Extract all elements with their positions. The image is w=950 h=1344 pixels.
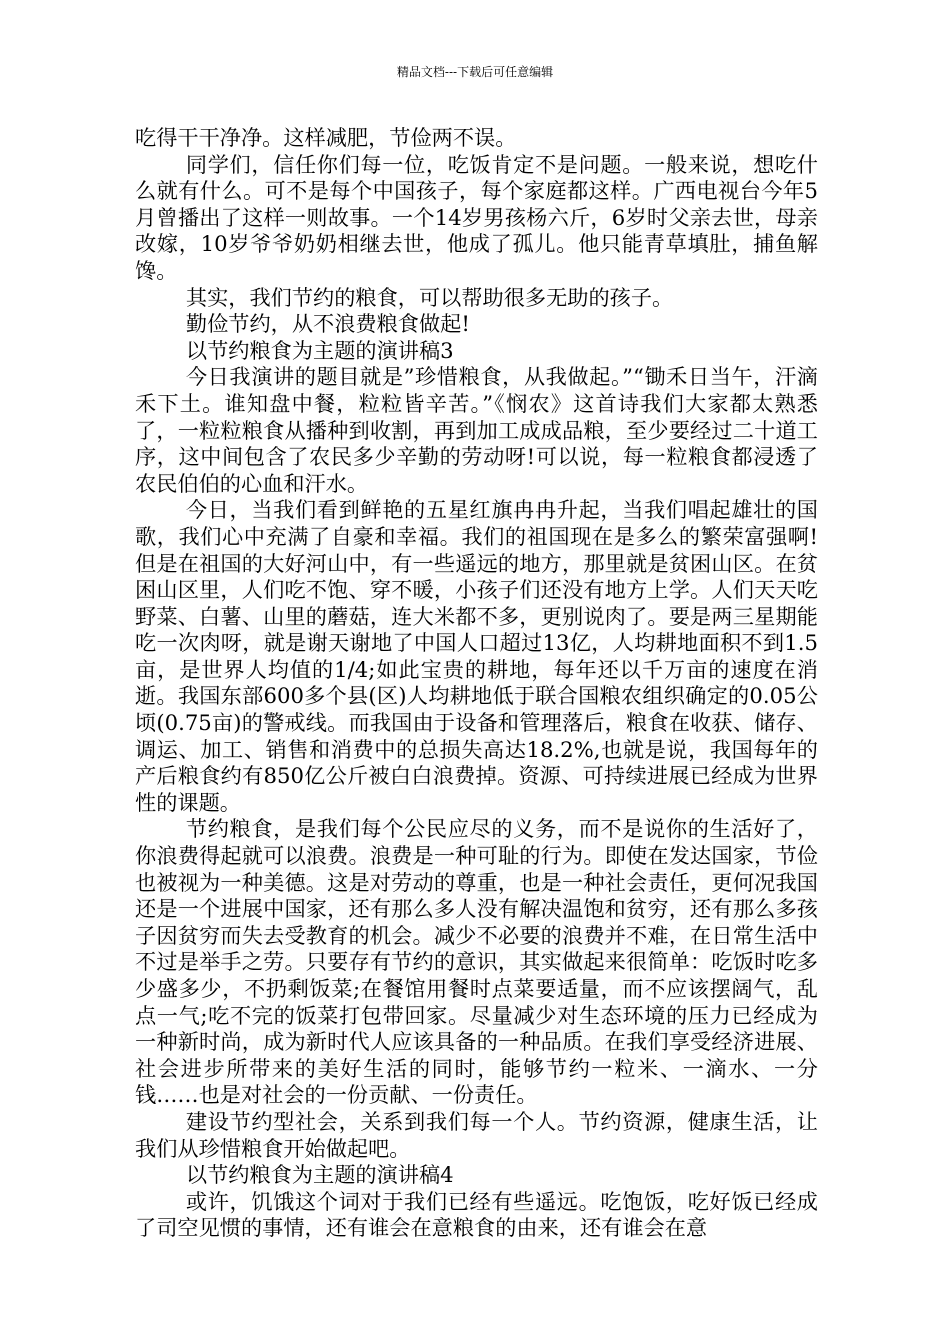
page-header: 精品文档---下载后可任意编辑 (396, 65, 554, 79)
paragraph: 建设节约型社会，关系到我们每一个人。节约资源，健康生活，让我们从珍惜粮食开始做起吧。 (135, 1108, 818, 1161)
document-body (135, 125, 818, 1242)
paragraph: 今日，当我们看到鲜艳的五星红旗冉冉升起，当我们唱起雄壮的国歌，我们心中充满了自豪和幸福。我们的祖国现在是多么的繁荣富强啊!但是在祖国的大好河山中，有一些遥远的地方，那里就是贫困山区。在贫困山区里，人们吃不饱、穿不暖，小孩子们还没有地方上学。人们天天吃野菜、白薯、山里的蘑菇，连大米都不多，更别说肉了。要是两三星期能吃一次肉呀，就是谢天谢地了中国人口超过13亿，人均耕地面积不到1.5亩，是世界人均值的1/4;如此宝贵的耕地，每年还以千万亩的速度在消逝。我国东部600多个县(区)人均耕地低于联合国粮农组织确定的0.05公顷(0.75亩)的警戒线。而我国由于设备和管理落后，粮食在收获、储存、调运、加工、销售和消费中的总损失高达18.2%,也就是说，我国每年的产后粮食约有850亿公斤被白白浪费掉。资源、可持续进展已经成为世界性的课题。 (135, 497, 818, 815)
paragraph: 勤俭节约，从不浪费粮食做起! (185, 311, 470, 337)
paragraph: 其实，我们节约的粮食，可以帮助很多无助的孩子。 (185, 284, 674, 310)
section-heading: 以节约粮食为主题的演讲稿3 (185, 337, 454, 363)
paragraph: 或许，饥饿这个词对于我们已经有些遥远。吃饱饭，吃好饭已经成了司空见惯的事情，还有谁会在意粮食的由来，还有谁会在意 (135, 1188, 818, 1241)
section-heading: 以节约粮食为主题的演讲稿4 (185, 1162, 454, 1188)
paragraph: 节约粮食，是我们每个公民应尽的义务，而不是说你的生活好了，你浪费得起就可以浪费。浪费是一种可耻的行为。即使在发达国家，节俭也被视为一种美德。这是对劳动的尊重，也是一种社会责任，更何况我国还是一个进展中国家，还有那么多人没有解决温饱和贫穷，还有那么多孩子因贫穷而失去受教育的机会。减少不必要的浪费并不难，在日常生活中不过是举手之劳。只要存有节约的意识，其实做起来很简单：吃饭时吃多少盛多少，不扔剩饭菜;在餐馆用餐时点菜要适量，而不应该摆阔气，乱点一气;吃不完的饭菜打包带回家。尽量减少对生态环境的压力已经成为一种新时尚，成为新时代人应该具备的一种品质。在我们享受经济进展、社会进步所带来的美好生活的同时，能够节约一粒米、一滴水、一分钱……也是对社会的一份贡献、一份责任。 (135, 816, 818, 1108)
paragraph: 同学们，信任你们每一位，吃饭肯定不是问题。一般来说，想吃什么就有什么。可不是每个中国孩子，每个家庭都这样。广西电视台今年5月曾播出了这样一则故事。一个14岁男孩杨六斤，6岁时父亲去世，母亲改嫁，10岁爷爷奶奶相继去世，他成了孤儿。他只能青草填肚，捕鱼解馋。 (135, 151, 818, 283)
paragraph: 今日我演讲的题目就是”珍惜粮食，从我做起。”“锄禾日当午，汗滴禾下土。谁知盘中餐，粒粒皆辛苦。”《悯农》这首诗我们大家都太熟悉了，一粒粒粮食从播种到收割，再到加工成成品粮，至少要经过二十道工序，这中间包含了农民多少辛勤的劳动呀!可以说，每一粒粮食都浸透了农民伯伯的心血和汗水。 (135, 364, 818, 496)
paragraph-continuation: 吃得干干净净。这样减肥，节俭两不误。 (135, 125, 517, 150)
